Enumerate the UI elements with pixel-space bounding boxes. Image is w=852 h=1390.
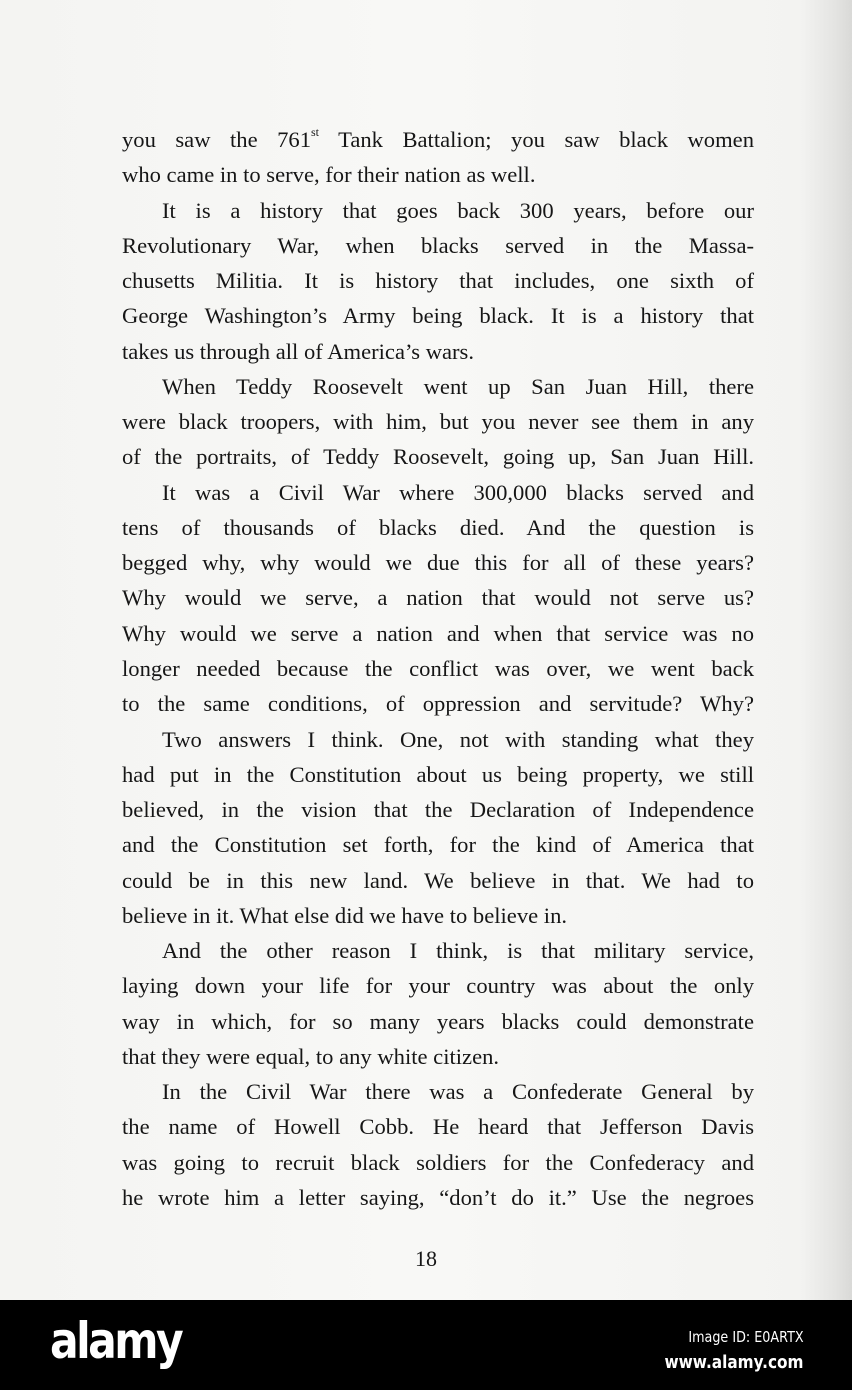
text-line: who came in to serve, for their nation as well. [122,162,536,188]
image-id: Image ID: E0ARTX [688,1328,804,1346]
text-line: way in which, for so many years blacks could demonstrate [122,1008,754,1034]
text-line: to the same conditions, of oppression and servitude? Why? [122,691,754,717]
text-line: tens of thousands of blacks died. And the question is [122,514,754,540]
page-number: 18 [415,1246,437,1271]
text-line: Why would we serve a nation and when that service was no [122,620,754,646]
text-line: In the Civil War there was a Confederate General by [162,1079,754,1105]
text-line: and the Constitution set forth, for the kind of America that [122,832,754,858]
text-line: were black troopers, with him, but you never see them in any [122,409,754,435]
text-line: the name of Howell Cobb. He heard that Jefferson Davis [122,1114,754,1140]
text-line: had put in the Constitution about us being property, we still [122,761,754,787]
text-line [122,122,754,157]
text-line: could be in this new land. We believe in that. We had to [122,867,754,893]
text-line: George Washington’s Army being black. It is a history that [122,303,754,329]
text-line: believed, in the vision that the Declaration of Independence [122,797,754,823]
text-line: Revolutionary War, when blacks served in the Massa- [122,232,754,258]
line-text: you saw the 761 [122,127,312,152]
text-line: he wrote him a letter saying, “don’t do it.” Use the negroes [122,1184,754,1210]
text-line: It was a Civil War where 300,000 blacks served and [162,479,754,505]
text-line: When Teddy Roosevelt went up San Juan Hill, there [162,373,754,399]
text-line: And the other reason I think, is that military service, [162,938,754,964]
text-line: believe in it. What else did we have to believe in. [122,902,568,928]
text-line: Two answers I think. One, not with standing what they [162,726,754,752]
text-line: takes us through all of America’s wars. [122,338,475,364]
text-line: longer needed because the conflict was over, we went back [122,655,754,681]
text-line: Why would we serve, a nation that would not serve us? [122,585,754,611]
text-line: begged why, why would we due this for all of these years? [122,550,754,576]
text-line: laying down your life for your country was about the only [122,973,754,999]
body-text [122,122,754,1215]
text-line: that they were equal, to any white citizen. [122,1043,500,1069]
text-line: chusetts Militia. It is history that includes, one sixth of [122,268,754,294]
text-line: It is a history that goes back 300 years, before our [162,197,754,223]
text-line: was going to recruit black soldiers for the Confederacy and [122,1149,754,1175]
text-line: of the portraits, of Teddy Roosevelt, going up, San Juan Hill. [122,444,754,470]
watermark-bar [0,1300,852,1390]
superscript: st [311,125,320,139]
watermark-url: www.alamy.com [665,1352,804,1373]
alamy-logo: alamy [50,1312,182,1370]
line-text: Tank Battalion; you saw black women [319,127,755,152]
